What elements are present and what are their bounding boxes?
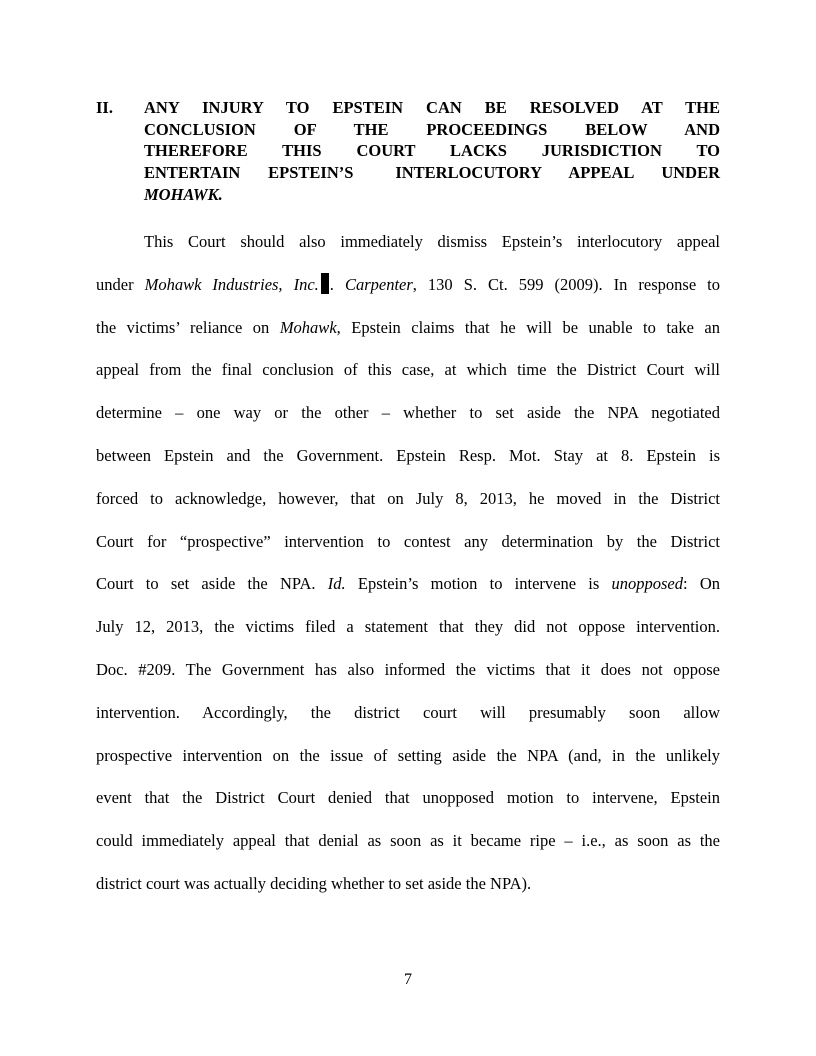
body-line: Doc. #209. The Government has also informed the victims that it does not oppose	[96, 659, 720, 679]
body-line: determine – one way or the other – whether to set aside the NPA negotiated	[96, 403, 720, 423]
body-line: forced to acknowledge, however, that on July 8, 2013, he moved in the District	[96, 488, 720, 508]
body-line: could immediately appeal that denial as soon as it became ripe – i.e., as soon as the	[96, 831, 720, 851]
body-line: event that the District Court denied that unopposed motion to intervene, Epstein	[96, 788, 720, 808]
body-line	[96, 307, 720, 350]
section-number: II.	[96, 98, 113, 117]
body-text: : On	[683, 574, 720, 594]
body-text: Court to set aside the NPA.	[96, 574, 328, 594]
redaction-mark	[321, 273, 329, 294]
body-paragraph	[96, 221, 720, 906]
section-title-fragment: INTERLOCUTORY APPEAL UNDER	[395, 163, 720, 183]
emphasis: unopposed	[611, 574, 684, 594]
body-line: district court was actually deciding whether to set aside the NPA).	[96, 873, 532, 893]
body-text: the victims’ reliance on	[96, 317, 280, 337]
section-title	[144, 97, 720, 206]
body-line: between Epstein and the Government. Epstein Resp. Mot. Stay at 8. Epstein is	[96, 445, 720, 465]
body-line: July 12, 2013, the victims filed a statement that they did not oppose intervention.	[96, 617, 720, 637]
section-title-line: MOHAWK.	[144, 184, 223, 204]
body-text: .	[329, 274, 345, 294]
page-number: 7	[404, 971, 412, 988]
body-line: This Court should also immediately dismiss Epstein’s interlocutory appeal	[144, 232, 720, 251]
section-title-line: CONCLUSION OF THE PROCEEDINGS BELOW AND	[144, 119, 720, 139]
case-name: Carpenter	[344, 274, 413, 294]
body-line	[96, 563, 720, 606]
body-line: prospective intervention on the issue of setting aside the NPA (and, in the unlikely	[96, 745, 720, 765]
body-line: Court for “prospective” intervention to contest any determination by the District	[96, 531, 720, 551]
citation-id: Id.	[327, 574, 346, 594]
section-title-line: ANY INJURY TO EPSTEIN CAN BE RESOLVED AT THE	[144, 98, 720, 117]
body-line	[96, 264, 720, 307]
body-line: appeal from the final conclusion of this case, at which time the District Court will	[96, 360, 720, 380]
body-line: intervention. Accordingly, the district court will presumably soon allow	[96, 702, 720, 722]
case-name: Mohawk	[279, 317, 337, 337]
section-title-line	[144, 162, 720, 184]
body-text: Epstein’s motion to intervene is	[345, 574, 612, 594]
body-text: , 130 S. Ct. 599 (2009). In response to	[412, 274, 720, 294]
body-text: under	[96, 274, 145, 294]
section-title-fragment: ENTERTAIN EPSTEIN’S	[144, 163, 354, 183]
body-text: , Epstein claims that he will be unable to take an	[336, 317, 720, 337]
section-title-line: THEREFORE THIS COURT LACKS JURISDICTION TO	[144, 141, 720, 161]
case-name: Mohawk Industries, Inc.	[144, 274, 319, 294]
